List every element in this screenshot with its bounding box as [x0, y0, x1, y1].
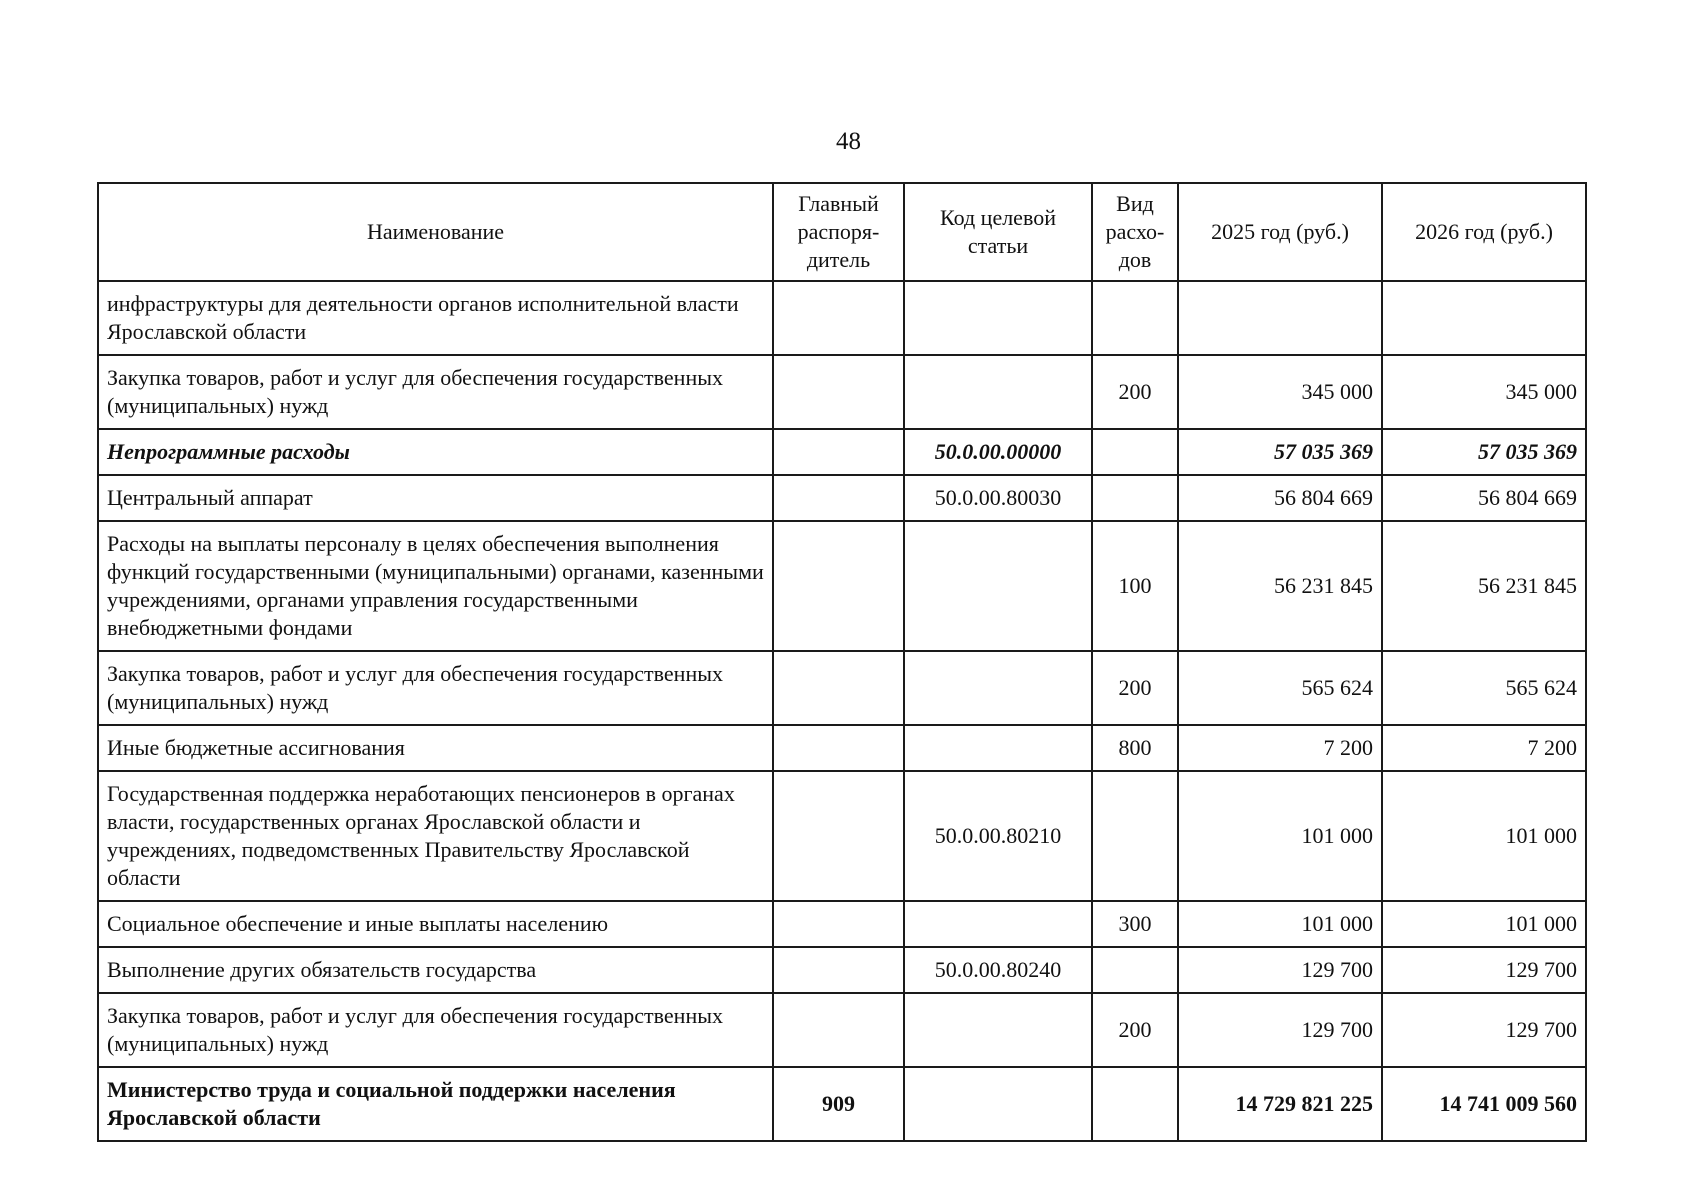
page-number: 48 [836, 128, 861, 155]
cell-kind: 300 [1092, 901, 1178, 947]
cell-kind [1092, 1067, 1178, 1141]
table-row [98, 475, 1586, 521]
cell-name: Непрограммные расходы [98, 429, 773, 475]
cell-2026: 129 700 [1382, 947, 1586, 993]
cell-name: Министерство труда и социальной поддержки населения Ярославской области [98, 1067, 773, 1141]
cell-kind: 200 [1092, 355, 1178, 429]
cell-name: Закупка товаров, работ и услуг для обеспечения государственных (муниципальных) нужд [98, 651, 773, 725]
cell-code [904, 1067, 1092, 1141]
cell-code [904, 281, 1092, 355]
header-manager: Главный распоря-дитель [773, 183, 904, 281]
cell-code: 50.0.00.00000 [904, 429, 1092, 475]
cell-manager: 909 [773, 1067, 904, 1141]
table-row [98, 281, 1586, 355]
cell-code [904, 651, 1092, 725]
cell-2025: 101 000 [1178, 901, 1382, 947]
cell-name: Закупка товаров, работ и услуг для обеспечения государственных (муниципальных) нужд [98, 993, 773, 1067]
cell-2026: 57 035 369 [1382, 429, 1586, 475]
cell-manager [773, 771, 904, 901]
cell-name: Социальное обеспечение и иные выплаты населению [98, 901, 773, 947]
cell-manager [773, 993, 904, 1067]
cell-manager [773, 429, 904, 475]
cell-code: 50.0.00.80240 [904, 947, 1092, 993]
header-2026: 2026 год (руб.) [1382, 183, 1586, 281]
cell-2026 [1382, 281, 1586, 355]
cell-kind [1092, 475, 1178, 521]
cell-code [904, 993, 1092, 1067]
table-row [98, 993, 1586, 1067]
cell-kind: 200 [1092, 993, 1178, 1067]
cell-2026: 56 804 669 [1382, 475, 1586, 521]
cell-name: Центральный аппарат [98, 475, 773, 521]
cell-2026: 56 231 845 [1382, 521, 1586, 651]
table-row [98, 355, 1586, 429]
cell-name: инфраструктуры для деятельности органов исполнительной власти Ярославской области [98, 281, 773, 355]
table-row [98, 521, 1586, 651]
cell-2025: 56 231 845 [1178, 521, 1382, 651]
cell-code [904, 355, 1092, 429]
cell-code [904, 725, 1092, 771]
cell-2025: 345 000 [1178, 355, 1382, 429]
cell-kind [1092, 429, 1178, 475]
cell-name: Выполнение других обязательств государства [98, 947, 773, 993]
cell-2026: 7 200 [1382, 725, 1586, 771]
cell-2026: 101 000 [1382, 901, 1586, 947]
cell-code: 50.0.00.80030 [904, 475, 1092, 521]
table-row [98, 651, 1586, 725]
cell-kind: 200 [1092, 651, 1178, 725]
cell-kind: 800 [1092, 725, 1178, 771]
cell-2026: 129 700 [1382, 993, 1586, 1067]
cell-2025: 7 200 [1178, 725, 1382, 771]
cell-manager [773, 901, 904, 947]
table-header-row [98, 183, 1586, 281]
cell-name: Расходы на выплаты персоналу в целях обеспечения выполнения функций государственными (муниципальными) органами, казенными учреждениями, органами управления государственными внебюджетными фондами [98, 521, 773, 651]
cell-2025: 129 700 [1178, 993, 1382, 1067]
cell-2025: 129 700 [1178, 947, 1382, 993]
cell-2025: 57 035 369 [1178, 429, 1382, 475]
budget-table [97, 182, 1587, 1142]
cell-manager [773, 947, 904, 993]
cell-2026: 14 741 009 560 [1382, 1067, 1586, 1141]
table-row [98, 725, 1586, 771]
table-row [98, 771, 1586, 901]
cell-kind [1092, 947, 1178, 993]
cell-2025 [1178, 281, 1382, 355]
cell-name: Иные бюджетные ассигнования [98, 725, 773, 771]
cell-kind [1092, 771, 1178, 901]
cell-2026: 101 000 [1382, 771, 1586, 901]
cell-2025: 56 804 669 [1178, 475, 1382, 521]
cell-manager [773, 355, 904, 429]
cell-name: Закупка товаров, работ и услуг для обеспечения государственных (муниципальных) нужд [98, 355, 773, 429]
cell-code [904, 521, 1092, 651]
cell-kind: 100 [1092, 521, 1178, 651]
cell-manager [773, 281, 904, 355]
header-code: Код целевой статьи [904, 183, 1092, 281]
cell-kind [1092, 281, 1178, 355]
cell-code [904, 901, 1092, 947]
cell-manager [773, 475, 904, 521]
cell-name: Государственная поддержка неработающих пенсионеров в органах власти, государственных органах Ярославской области и учреждениях, подведомственных Правительству Ярославской области [98, 771, 773, 901]
header-name: Наименование [98, 183, 773, 281]
cell-code: 50.0.00.80210 [904, 771, 1092, 901]
cell-2025: 101 000 [1178, 771, 1382, 901]
cell-manager [773, 725, 904, 771]
table-row [98, 901, 1586, 947]
cell-2026: 345 000 [1382, 355, 1586, 429]
table-row [98, 947, 1586, 993]
cell-2025: 565 624 [1178, 651, 1382, 725]
header-2025: 2025 год (руб.) [1178, 183, 1382, 281]
table-body [98, 281, 1586, 1141]
cell-2026: 565 624 [1382, 651, 1586, 725]
header-kind: Вид расхо-дов [1092, 183, 1178, 281]
cell-manager [773, 521, 904, 651]
table-row [98, 1067, 1586, 1141]
cell-manager [773, 651, 904, 725]
table-row [98, 429, 1586, 475]
cell-2025: 14 729 821 225 [1178, 1067, 1382, 1141]
